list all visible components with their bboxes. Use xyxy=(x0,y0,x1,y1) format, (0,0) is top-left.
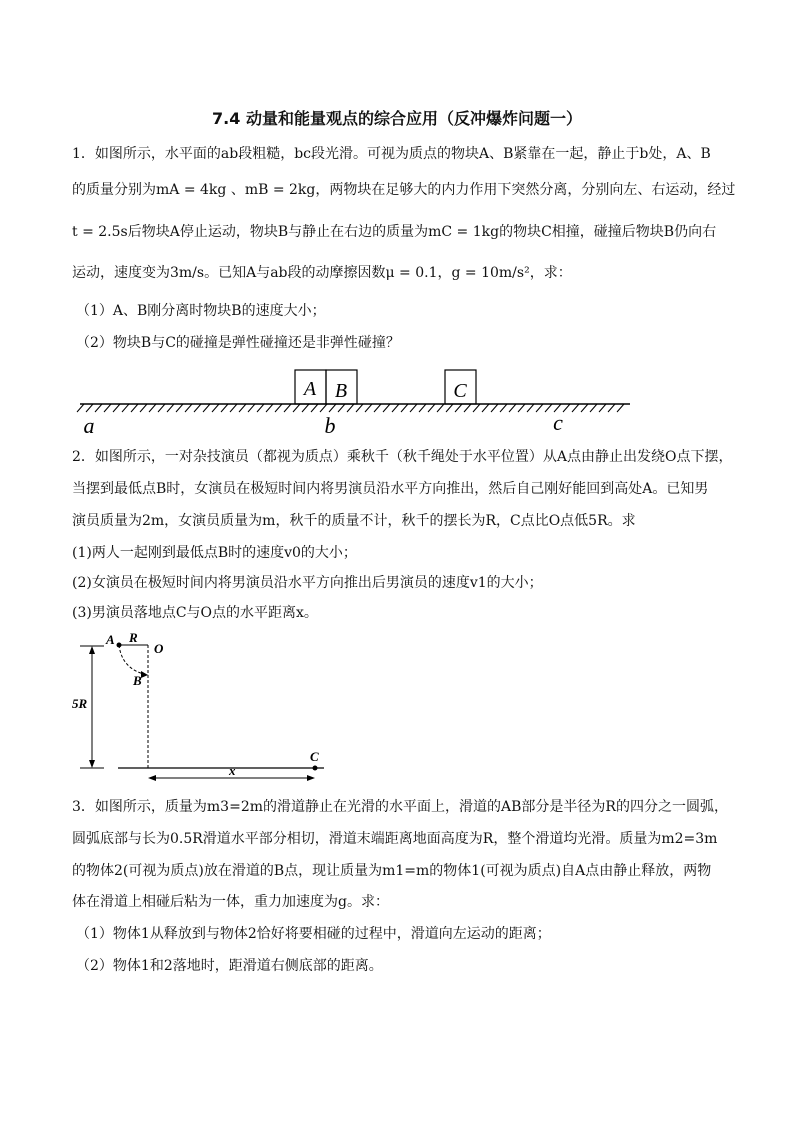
label-point-b: b xyxy=(324,413,336,437)
hatch-mark xyxy=(572,404,579,412)
hatch-mark xyxy=(509,404,516,412)
arrow-head-down xyxy=(89,760,95,768)
label-block-a: A xyxy=(303,378,317,400)
hatch-mark xyxy=(455,404,462,412)
hatch-mark xyxy=(383,404,390,412)
hatch-mark xyxy=(536,404,543,412)
q1-sub-1: （1）A、B刚分离时物块B的速度大小； xyxy=(76,303,326,319)
hatch-mark xyxy=(221,404,228,412)
label-block-c: C xyxy=(453,380,467,402)
label-x: x xyxy=(229,763,236,778)
hatch-mark xyxy=(482,404,489,412)
hatch-mark xyxy=(518,404,525,412)
label-c: C xyxy=(310,749,319,764)
q2-line-3: 演员质量为2m，女演员质量为m，秋千的质量不计，秋千的摆长为R，C点比O点低5R。求 xyxy=(72,513,636,529)
hatch-mark xyxy=(563,404,570,412)
hatch-mark xyxy=(149,404,156,412)
hatch-mark xyxy=(248,404,255,412)
q1-line-2: 的质量分别为mA = 4kg 、mB = 2kg，两物块在足够大的内力作用下突然分离，分别向左、右运动，经过 xyxy=(72,182,736,198)
label-r: R xyxy=(129,630,138,645)
hatch-mark xyxy=(266,404,273,412)
q3-line-2: 圆弧底部与长为0.5R滑道水平部分相切，滑道末端距离地面高度为R，整个滑道均光滑。质量为m2=3m xyxy=(72,831,718,847)
hatch-mark xyxy=(275,404,282,412)
q1-line-3: t = 2.5s后物块A停止运动，物块B与静止在右边的质量为mC = 1kg的物块C相撞，碰撞后物块B仍向右 xyxy=(72,224,717,240)
arrow-head-up xyxy=(89,646,95,654)
hatch-mark xyxy=(446,404,453,412)
q2-sub-3: (3)男演员落地点C与O点的水平距离x。 xyxy=(72,605,318,621)
q3-line-3: 的物体2(可视为质点)放在滑道的B点，现让质量为m1=m的物体1(可视为质点)自A点由静止释放，两物 xyxy=(72,863,712,879)
q1-line-4: 运动，速度变为3m/s。已知A与ab段的动摩擦因数μ = 0.1，g = 10m/s²，求： xyxy=(72,265,572,281)
hatch-mark xyxy=(104,404,111,412)
hatch-mark xyxy=(113,404,120,412)
hatch-mark xyxy=(239,404,246,412)
hatch-mark xyxy=(599,404,606,412)
hatch-mark xyxy=(608,404,615,412)
hatch-mark xyxy=(491,404,498,412)
hatch-mark xyxy=(428,404,435,412)
hatch-mark xyxy=(590,404,597,412)
hatch-mark xyxy=(284,404,291,412)
q2-line-2: 当摆到最低点B时，女演员在极短时间内将男演员沿水平方向推出，然后自己刚好能回到高处A。已知男 xyxy=(72,481,709,497)
hatch-mark xyxy=(419,404,426,412)
label-point-a: a xyxy=(83,413,95,437)
q1-sub-2: （2）物块B与C的碰撞是弹性碰撞还是非弹性碰撞？ xyxy=(76,335,400,351)
q3-line-1: 3．如图所示，质量为m3=2m的滑道静止在光滑的水平面上，滑道的AB部分是半径为R的四分之一圆弧， xyxy=(72,799,728,815)
label-o: O xyxy=(154,641,164,656)
hatch-mark xyxy=(545,404,552,412)
distance-head-left xyxy=(148,775,156,781)
q3-line-4: 体在滑道上相碰后粘为一体，重力加速度为g。求： xyxy=(72,894,389,910)
distance-head-right xyxy=(307,775,315,781)
hatch-mark xyxy=(95,404,102,412)
label-block-b: B xyxy=(334,380,348,402)
hatch-mark xyxy=(347,404,354,412)
hatch-mark xyxy=(527,404,534,412)
label-point-c: c xyxy=(553,410,563,435)
hatch-mark xyxy=(374,404,381,412)
hatch-mark xyxy=(320,404,327,412)
hatch-mark xyxy=(329,404,336,412)
hatch-mark xyxy=(617,404,624,412)
q3-sub-2: （2）物体1和2落地时，距滑道右侧底部的距离。 xyxy=(76,958,383,974)
q2-sub-2: (2)女演员在极短时间内将男演员沿水平方向推出后男演员的速度v1的大小； xyxy=(72,575,543,591)
hatch-mark xyxy=(194,404,201,412)
hatch-mark xyxy=(410,404,417,412)
hatch-mark xyxy=(356,404,363,412)
hatch-mark xyxy=(293,404,300,412)
hatch-mark xyxy=(185,404,192,412)
hatch-mark xyxy=(500,404,507,412)
hatch-mark xyxy=(365,404,372,412)
hatch-mark xyxy=(131,404,138,412)
hatch-mark xyxy=(167,404,174,412)
hatch-mark xyxy=(581,404,588,412)
label-b: B xyxy=(133,673,142,688)
hatch-mark xyxy=(392,404,399,412)
label-a: A xyxy=(106,632,115,647)
hatch-mark xyxy=(140,404,147,412)
hatch-mark xyxy=(311,404,318,412)
ground-hatching xyxy=(77,404,624,412)
hatch-mark xyxy=(401,404,408,412)
q2-figure xyxy=(66,628,336,784)
hatch-mark xyxy=(338,404,345,412)
arc-arrow-head xyxy=(141,671,148,678)
q3-sub-1: （1）物体1从释放到与物体2恰好将要相碰的过程中，滑道向左运动的距离； xyxy=(76,926,551,942)
swing-arc xyxy=(119,645,148,675)
point-c xyxy=(313,766,318,771)
hatch-mark xyxy=(176,404,183,412)
hatch-mark xyxy=(437,404,444,412)
label-height: 5R xyxy=(72,696,88,711)
hatch-mark xyxy=(122,404,129,412)
q2-line-1: 2．如图所示，一对杂技演员（都视为质点）乘秋千（秋千绳处于水平位置）从A点由静止出发绕O点下摆， xyxy=(72,449,733,465)
q1-line-1: 1．如图所示，水平面的ab段粗糙，bc段光滑。可视为质点的物块A、B紧靠在一起，静止于b处，A、B xyxy=(72,146,711,162)
hatch-mark xyxy=(464,404,471,412)
hatch-mark xyxy=(230,404,237,412)
hatch-mark xyxy=(158,404,165,412)
page-title: 7.4 动量和能量观点的综合应用（反冲爆炸问题一） xyxy=(212,109,582,128)
hatch-mark xyxy=(302,404,309,412)
hatch-mark xyxy=(77,404,84,412)
hatch-mark xyxy=(212,404,219,412)
hatch-mark xyxy=(203,404,210,412)
hatch-mark xyxy=(473,404,480,412)
hatch-mark xyxy=(86,404,93,412)
q2-sub-1: (1)两人一起刚到最低点B时的速度v0的大小； xyxy=(72,545,357,561)
hatch-mark xyxy=(257,404,264,412)
q1-figure xyxy=(70,365,710,437)
